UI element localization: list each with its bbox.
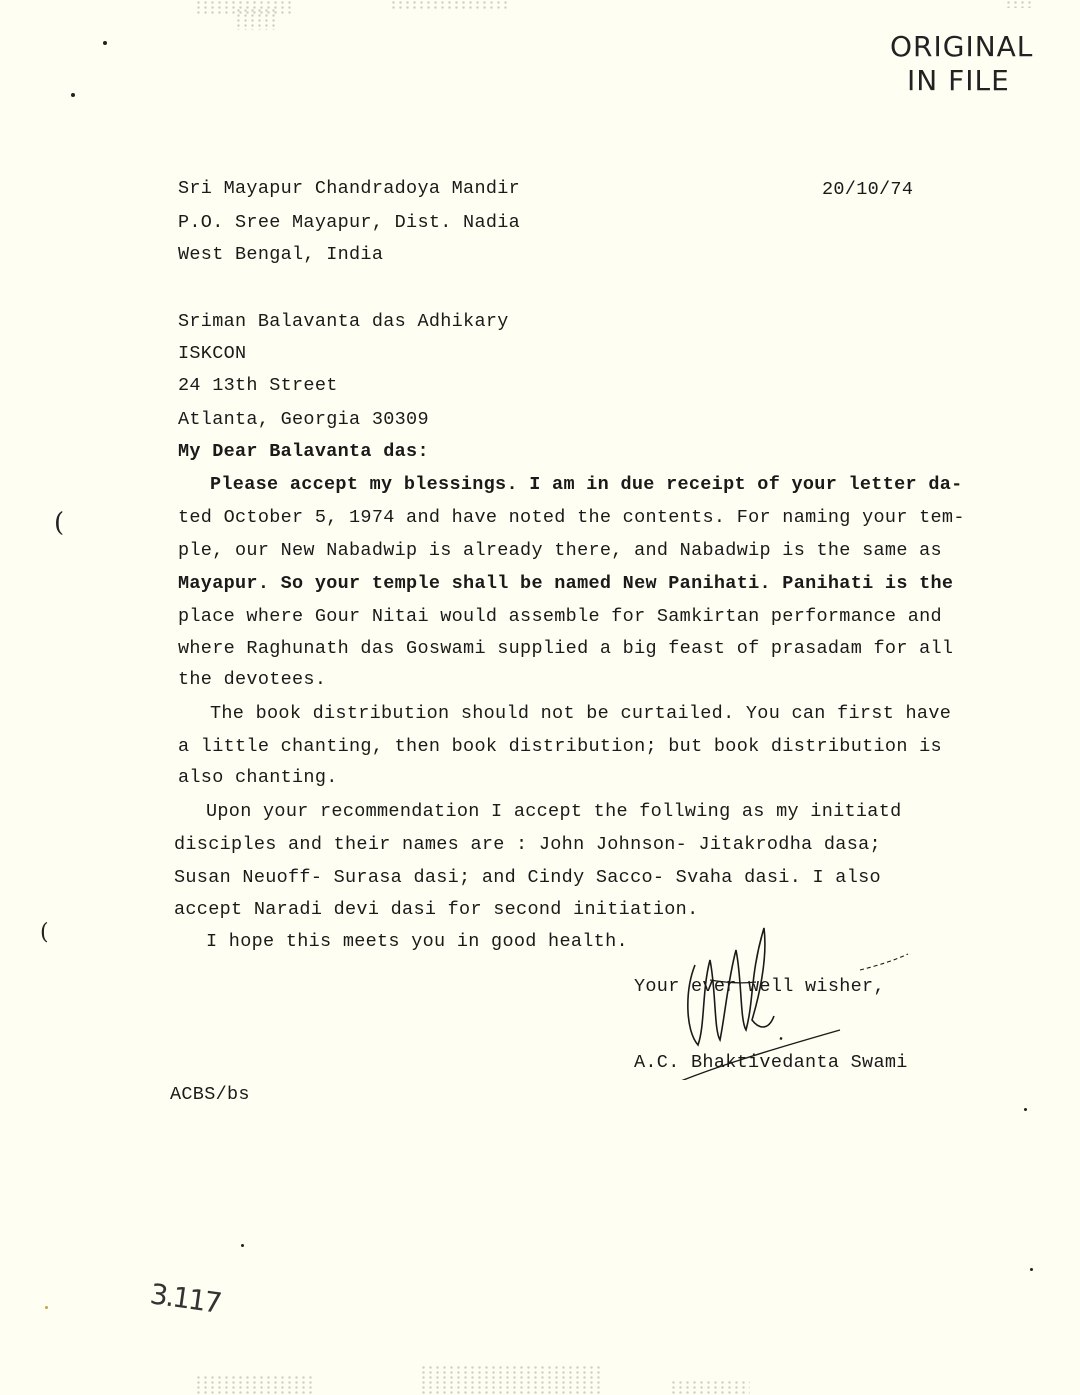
- recipient-line: 24 13th Street: [178, 375, 338, 396]
- salutation: My Dear Balavanta das:: [178, 441, 429, 462]
- body-line: Mayapur. So your temple shall be named New Panihati. Panihati is the: [178, 573, 954, 594]
- speck: [1024, 1108, 1027, 1111]
- closing: Your ever well wisher,: [634, 976, 885, 997]
- body-line: I hope this meets you in good health.: [206, 931, 628, 952]
- letter-date: 20/10/74: [822, 179, 914, 200]
- speck: [1030, 1268, 1033, 1271]
- margin-mark: (: [54, 508, 65, 538]
- reference-initials: ACBS/bs: [170, 1084, 250, 1105]
- body-line: Please accept my blessings. I am in due receipt of your letter da-: [210, 474, 963, 495]
- body-line: accept Naradi devi dasi for second initiation.: [174, 899, 699, 920]
- body-line: ted October 5, 1974 and have noted the contents. For naming your tem-: [178, 507, 965, 528]
- stamp-line-1: ORIGINAL: [890, 30, 1034, 63]
- scan-noise-bottom: [670, 1380, 750, 1395]
- body-line: The book distribution should not be curtailed. You can first have: [210, 703, 952, 724]
- body-line: place where Gour Nitai would assemble for Samkirtan performance and: [178, 606, 942, 627]
- speck: [45, 1306, 48, 1309]
- scan-noise-bottom: [420, 1365, 600, 1395]
- stamp-line-2: IN FILE: [907, 64, 1010, 97]
- speck: [241, 1244, 244, 1247]
- recipient-line: ISKCON: [178, 343, 247, 364]
- body-line: Susan Neuoff- Surasa dasi; and Cindy Sacco- Svaha dasi. I also: [174, 867, 881, 888]
- sender-line: P.O. Sree Mayapur, Dist. Nadia: [178, 212, 521, 233]
- recipient-line: Atlanta, Georgia 30309: [178, 409, 429, 430]
- sender-line: West Bengal, India: [178, 244, 384, 265]
- scan-noise-top: [390, 0, 510, 10]
- body-line: disciples and their names are : John Johnson- Jitakrodha dasa;: [174, 834, 881, 855]
- speck: [103, 41, 107, 45]
- scan-noise-top: [1005, 0, 1035, 8]
- recipient-line: Sriman Balavanta das Adhikary: [178, 311, 509, 332]
- body-line: also chanting.: [178, 767, 338, 788]
- file-number: 3.117: [148, 1277, 223, 1320]
- original-in-file-stamp: [890, 30, 1033, 98]
- scan-noise-top: [235, 8, 275, 30]
- body-line: Upon your recommendation I accept the follwing as my initiatd: [206, 801, 902, 822]
- scan-noise-bottom: [195, 1375, 315, 1395]
- body-line: a little chanting, then book distribution; but book distribution is: [178, 736, 942, 757]
- speck: [71, 93, 75, 97]
- sender-line: Sri Mayapur Chandradoya Mandir: [178, 178, 521, 199]
- body-line: where Raghunath das Goswami supplied a big feast of prasadam for all: [178, 638, 954, 659]
- body-line: the devotees.: [178, 669, 327, 690]
- signature-name: A.C. Bhaktivedanta Swami: [634, 1052, 908, 1073]
- margin-mark: (: [40, 920, 49, 945]
- body-line: ple, our New Nabadwip is already there, and Nabadwip is the same as: [178, 540, 942, 561]
